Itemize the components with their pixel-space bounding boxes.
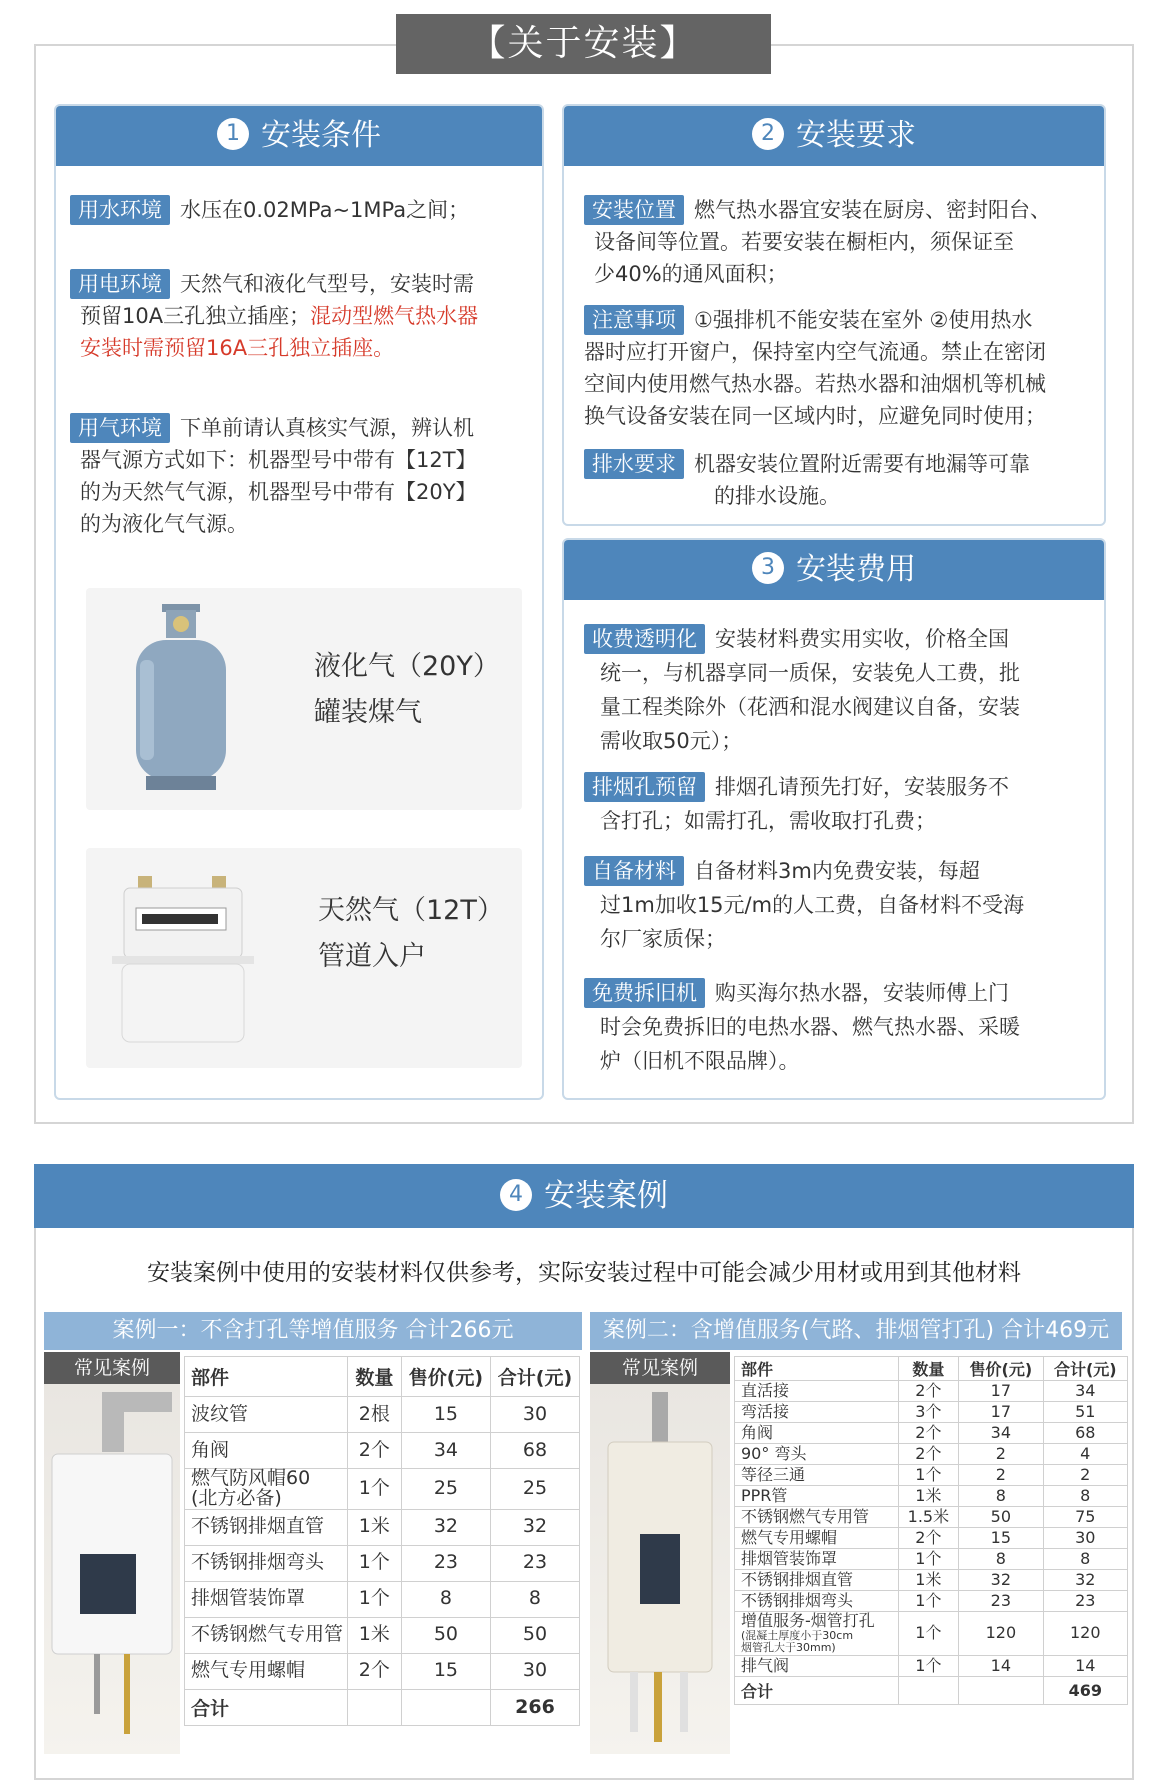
cell-total: 30 [490, 1653, 579, 1689]
cell-qty: 1个 [347, 1545, 401, 1581]
table-row [735, 1570, 1128, 1591]
position-text: 设备间等位置。若要安装在橱柜内，须保证至 [594, 230, 1014, 254]
cell-qty: 1个 [898, 1549, 959, 1570]
cell-price: 2 [959, 1465, 1043, 1486]
install-position [584, 194, 1104, 290]
own-materials-tag: 自备材料 [584, 856, 684, 886]
lpg-label [314, 644, 500, 736]
fee-smoke-hole [584, 770, 1104, 838]
fees-title: 安装费用 [796, 552, 916, 587]
cell-qty: 1米 [898, 1570, 959, 1591]
table-row [735, 1507, 1128, 1528]
table-row [185, 1433, 580, 1469]
cell-total: 30 [490, 1397, 579, 1433]
cases-title: 安装案例 [544, 1178, 668, 1214]
cell-price: 15 [401, 1397, 490, 1433]
fee-old-removal [584, 976, 1104, 1078]
ng-desc: 管道入户 [318, 941, 426, 972]
transparent-text: 安装材料费实用实收，价格全国 [715, 627, 1009, 651]
table-row [185, 1581, 580, 1617]
gas-meter-image [108, 872, 258, 1048]
cell-part: 不锈钢燃气专用管 [735, 1507, 899, 1528]
table-row [185, 1545, 580, 1581]
section-number: 4 [500, 1179, 532, 1211]
table-row [735, 1423, 1128, 1444]
cell-price: 2 [959, 1444, 1043, 1465]
table-row [185, 1509, 580, 1545]
cell-total: 8 [1043, 1549, 1127, 1570]
cell-price: 34 [401, 1433, 490, 1469]
cell-qty: 2个 [898, 1528, 959, 1549]
header-price: 售价(元) [959, 1357, 1043, 1381]
water-env-text: 水压在0.02MPa~1MPa之间； [180, 198, 470, 222]
table-row [735, 1444, 1128, 1465]
total-value: 266 [490, 1689, 579, 1725]
cell-part: 不锈钢燃气专用管 [185, 1617, 348, 1653]
cases-note: 安装案例中使用的安装材料仅供参考，实际安装过程中可能会减少用材或用到其他材料 [147, 1260, 1021, 1286]
case2-title: 案例二：含增值服务(气路、排烟管打孔) 合计469元 [590, 1312, 1122, 1350]
cell-price: 15 [959, 1528, 1043, 1549]
service-note: (混凝土厚度小于30cm 烟管孔大于30mm) [741, 1628, 854, 1654]
transparent-text: 统一，与机器享同一质保，安装免人工费，批 [600, 661, 1020, 685]
water-env [70, 194, 469, 226]
case2-table [734, 1356, 1128, 1705]
header-part: 部件 [185, 1357, 348, 1397]
own-materials-text: 自备材料3m内免费安装，每超 [694, 859, 980, 883]
section-number: 1 [217, 118, 249, 150]
conditions-header [56, 106, 542, 166]
precautions [584, 304, 1104, 432]
cell-qty: 2根 [347, 1397, 401, 1433]
cell-total: 32 [1043, 1570, 1127, 1591]
case2-photo [590, 1384, 730, 1754]
gas-env [70, 412, 540, 540]
power-env-text: 天然气和液化气型号，安装时需 [180, 272, 474, 296]
cell-qty: 3个 [898, 1402, 959, 1423]
section-number: 3 [752, 552, 784, 584]
cell-price: 25 [401, 1469, 490, 1510]
cell-qty: 1米 [347, 1509, 401, 1545]
power-env [70, 268, 540, 364]
cell-price: 23 [401, 1545, 490, 1581]
table-row [185, 1469, 580, 1510]
table-row [735, 1381, 1128, 1402]
cell-total: 25 [490, 1469, 579, 1510]
cell-qty: 1个 [347, 1469, 401, 1510]
cell-part: 燃气专用螺帽 [185, 1653, 348, 1689]
cell-part: 波纹管 [185, 1397, 348, 1433]
table-total-row [735, 1677, 1128, 1705]
header-qty: 数量 [347, 1357, 401, 1397]
table-row [735, 1402, 1128, 1423]
smoke-hole-tag: 排烟孔预留 [584, 772, 705, 802]
conditions-title: 安装条件 [261, 118, 381, 153]
water-heater-image [44, 1384, 180, 1754]
case1-table [184, 1356, 580, 1726]
requirements-header [564, 106, 1104, 166]
cell-price: 34 [959, 1423, 1043, 1444]
cell-part: 排烟管装饰罩 [735, 1549, 899, 1570]
case1-photo [44, 1384, 180, 1754]
cell-part: 排烟管装饰罩 [185, 1581, 348, 1617]
cell-part: 不锈钢排烟直管 [735, 1570, 899, 1591]
lpg-desc: 罐装煤气 [314, 697, 422, 728]
cell-total: 2 [1043, 1465, 1127, 1486]
lpg-panel [86, 588, 522, 810]
own-materials-text: 过1m加收15元/m的人工费，自备材料不受海 [600, 893, 1025, 917]
table-row [735, 1465, 1128, 1486]
table-row [735, 1528, 1128, 1549]
cell-total: 8 [1043, 1486, 1127, 1507]
cell-qty: 1个 [347, 1581, 401, 1617]
old-removal-text: 时会免费拆旧的电热水器、燃气热水器、采暖 [600, 1015, 1020, 1039]
cell-price: 8 [401, 1581, 490, 1617]
cell-total: 23 [490, 1545, 579, 1581]
position-text: 燃气热水器宜安装在厨房、密封阳台、 [694, 198, 1051, 222]
conditions-card [54, 104, 544, 1100]
case2-side-label: 常见案例 [590, 1352, 730, 1384]
cell-price: 17 [959, 1402, 1043, 1423]
cell-part: 燃气防风帽60 (北方必备) [185, 1469, 348, 1510]
cell-total: 68 [490, 1433, 579, 1469]
position-tag: 安装位置 [584, 195, 684, 225]
cell-total: 4 [1043, 1444, 1127, 1465]
cell-price: 50 [401, 1617, 490, 1653]
table-total-row [185, 1689, 580, 1725]
cell-total: 30 [1043, 1528, 1127, 1549]
cases-header [34, 1164, 1134, 1228]
cell-price: 8 [959, 1549, 1043, 1570]
table-row [185, 1653, 580, 1689]
cell-price: 120 [959, 1612, 1043, 1656]
table-header-row [185, 1357, 580, 1397]
cell-part: 排气阀 [735, 1656, 899, 1677]
transparent-tag: 收费透明化 [584, 624, 705, 654]
cell-price: 8 [959, 1486, 1043, 1507]
cell-part: 90° 弯头 [735, 1444, 899, 1465]
gas-cylinder-image [126, 600, 236, 796]
cell-price: 32 [959, 1570, 1043, 1591]
header-total: 合计(元) [1043, 1357, 1127, 1381]
cell-total: 32 [490, 1509, 579, 1545]
cell-total: 23 [1043, 1591, 1127, 1612]
cell-qty: 2个 [347, 1433, 401, 1469]
cell-part: PPR管 [735, 1486, 899, 1507]
gas-env-text: 器气源方式如下：机器型号中带有【12T】 [80, 448, 477, 472]
own-materials-text: 尔厂家质保； [600, 927, 726, 951]
smoke-hole-text: 排烟孔请预先打好，安装服务不 [715, 775, 1009, 799]
cell-qty: 1个 [898, 1612, 959, 1656]
precautions-text: 器时应打开窗户，保持室内空气流通。禁止在密闭 [584, 340, 1046, 364]
table-row [735, 1612, 1128, 1656]
cell-qty: 2个 [347, 1653, 401, 1689]
cell-total: 8 [490, 1581, 579, 1617]
gas-env-text: 的为天然气气源，机器型号中带有【20Y】 [80, 480, 477, 504]
cell-price: 32 [401, 1509, 490, 1545]
cell-part: 燃气专用螺帽 [735, 1528, 899, 1549]
cell-price: 15 [401, 1653, 490, 1689]
fee-transparent [584, 622, 1104, 758]
cell-part: 不锈钢排烟弯头 [185, 1545, 348, 1581]
transparent-text: 需收取50元）； [600, 729, 743, 753]
drainage-text: 的排水设施。 [714, 484, 840, 508]
cell-part: 弯活接 [735, 1402, 899, 1423]
total-label: 合计 [185, 1689, 348, 1725]
cell-price: 17 [959, 1381, 1043, 1402]
power-env-warning: 安装时需预留16A三孔独立插座。 [80, 336, 395, 360]
water-env-tag: 用水环境 [70, 195, 170, 225]
fees-header [564, 540, 1104, 600]
table-row [735, 1549, 1128, 1570]
cell-part: 增值服务-烟管打孔 (混凝土厚度小于30cm 烟管孔大于30mm) [735, 1612, 899, 1656]
precautions-text: ①强排机不能安装在室外 ②使用热水 [694, 308, 1033, 332]
water-heater-image [590, 1384, 730, 1754]
cell-qty: 2个 [898, 1381, 959, 1402]
table-row [735, 1656, 1128, 1677]
cell-part: 不锈钢排烟直管 [185, 1509, 348, 1545]
table-row [735, 1486, 1128, 1507]
cell-part: 角阀 [185, 1433, 348, 1469]
precautions-tag: 注意事项 [584, 305, 684, 335]
cell-price: 23 [959, 1591, 1043, 1612]
cell-qty: 1.5米 [898, 1507, 959, 1528]
power-env-warning: 混动型燃气热水器 [310, 304, 479, 328]
section-number: 2 [752, 118, 784, 150]
case1-side-label: 常见案例 [44, 1352, 180, 1384]
smoke-hole-text: 含打孔；如需打孔，需收取打孔费； [600, 809, 936, 833]
header-total: 合计(元) [490, 1357, 579, 1397]
cell-qty: 1个 [898, 1591, 959, 1612]
total-label: 合计 [735, 1677, 899, 1705]
fee-own-materials [584, 854, 1104, 956]
cell-price: 14 [959, 1656, 1043, 1677]
cell-total: 34 [1043, 1381, 1127, 1402]
table-row [185, 1617, 580, 1653]
cell-part: 直活接 [735, 1381, 899, 1402]
gas-env-text: 下单前请认真核实气源，辨认机 [180, 416, 474, 440]
old-removal-text: 购买海尔热水器，安装师傅上门 [715, 981, 1009, 1005]
cell-qty: 2个 [898, 1423, 959, 1444]
cell-price: 50 [959, 1507, 1043, 1528]
gas-env-text: 的为液化气气源。 [80, 512, 248, 536]
cell-qty: 1个 [898, 1656, 959, 1677]
precautions-text: 空间内使用燃气热水器。若热水器和油烟机等机械 [584, 372, 1046, 396]
old-removal-text: 炉（旧机不限品牌）。 [600, 1049, 800, 1073]
lpg-type: 液化气（20Y） [314, 651, 500, 682]
cell-total: 68 [1043, 1423, 1127, 1444]
header-price: 售价(元) [401, 1357, 490, 1397]
table-row [185, 1397, 580, 1433]
cell-qty: 1米 [347, 1617, 401, 1653]
cell-total: 51 [1043, 1402, 1127, 1423]
cell-qty: 1个 [898, 1465, 959, 1486]
header-qty: 数量 [898, 1357, 959, 1381]
ng-label [318, 888, 504, 980]
case1-title: 案例一：不含打孔等增值服务 合计266元 [44, 1312, 582, 1350]
cell-total: 120 [1043, 1612, 1127, 1656]
precautions-text: 换气设备安装在同一区域内时，应避免同时使用； [584, 404, 1046, 428]
table-header-row [735, 1357, 1128, 1381]
drainage [584, 448, 1104, 512]
total-value: 469 [1043, 1677, 1127, 1705]
power-env-text: 预留10A三孔独立插座； [80, 304, 311, 328]
fees-card [562, 538, 1106, 1100]
header-part: 部件 [735, 1357, 899, 1381]
requirements-title: 安装要求 [796, 118, 916, 153]
cell-part: 角阀 [735, 1423, 899, 1444]
table-row [735, 1591, 1128, 1612]
position-text: 少40%的通风面积； [594, 262, 788, 286]
cell-qty: 1米 [898, 1486, 959, 1507]
requirements-card [562, 104, 1106, 526]
cell-total: 14 [1043, 1656, 1127, 1677]
power-env-tag: 用电环境 [70, 269, 170, 299]
ng-panel [86, 848, 522, 1068]
cell-part: 等径三通 [735, 1465, 899, 1486]
page-title: 【关于安装】 [396, 14, 771, 74]
transparent-text: 量工程类除外（花洒和混水阀建议自备，安装 [600, 695, 1020, 719]
cell-qty: 2个 [898, 1444, 959, 1465]
gas-env-tag: 用气环境 [70, 413, 170, 443]
cell-part: 不锈钢排烟弯头 [735, 1591, 899, 1612]
drainage-text: 机器安装位置附近需要有地漏等可靠 [694, 452, 1030, 476]
drainage-tag: 排水要求 [584, 449, 684, 479]
ng-type: 天然气（12T） [318, 895, 504, 926]
cell-total: 50 [490, 1617, 579, 1653]
old-removal-tag: 免费拆旧机 [584, 978, 705, 1008]
cell-total: 75 [1043, 1507, 1127, 1528]
